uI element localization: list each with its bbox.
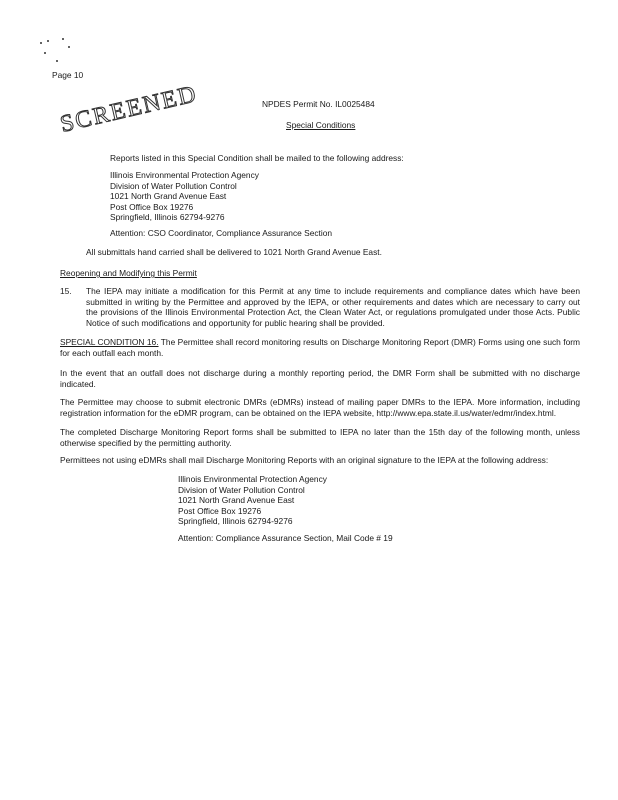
scan-speck bbox=[44, 52, 46, 54]
attention-line-2: Attention: Compliance Assurance Section, Mail Code # 19 bbox=[178, 533, 393, 543]
page-number: Page 10 bbox=[52, 70, 84, 80]
condition-15-text: The IEPA may initiate a modification for this Permit at any time to include requirements and compliance dates which have been submitted in writing by the Permittee and approved by the IEPA, or other requirements and dates which are necessary to carry out the provisions of the Illinois Environmental Protection Act, the Clean Water Act, or regulations promulgated under those Acts. Public Notice of such modifications and opportunity for public hearing shall be provided. bbox=[86, 286, 580, 328]
scan-speck bbox=[40, 42, 42, 44]
edmr-paragraph: The Permittee may choose to submit electronic DMRs (eDMRs) instead of mailing paper DMRs to the IEPA. More information, including registration information for the eDMR program, can be obtained on the IEPA website, http://www.epa.state.il.us/water/edmr/index.html. bbox=[60, 397, 580, 418]
address-line: Illinois Environmental Protection Agency bbox=[110, 170, 259, 180]
scan-speck bbox=[56, 60, 58, 62]
deadline-paragraph: The completed Discharge Monitoring Report forms shall be submitted to IEPA no later than the 15th day of the following month, unless otherwise specified by the permitting authority. bbox=[60, 427, 580, 448]
address-line: 1021 North Grand Avenue East bbox=[178, 495, 295, 505]
address-line: Division of Water Pollution Control bbox=[178, 484, 305, 495]
address-line: Post Office Box 19276 bbox=[178, 505, 262, 516]
reopening-title: Reopening and Modifying this Permit bbox=[60, 268, 197, 278]
condition-15-number: 15. bbox=[60, 286, 72, 296]
address-line: Division of Water Pollution Control bbox=[110, 180, 237, 191]
section-heading: Special Conditions bbox=[286, 120, 356, 130]
permit-number: NPDES Permit No. IL0025484 bbox=[262, 99, 375, 109]
scan-speck bbox=[47, 40, 49, 42]
address-line: Illinois Environmental Protection Agency bbox=[178, 474, 327, 484]
not-using-edmr-paragraph: Permittees not using eDMRs shall mail Discharge Monitoring Reports with an original signature to the IEPA at the following address: bbox=[60, 455, 549, 465]
attention-line-1: Attention: CSO Coordinator, Compliance Assurance Section bbox=[110, 228, 333, 238]
address-line: Springfield, Illinois 62794-9276 bbox=[110, 212, 225, 222]
condition-16-label: SPECIAL CONDITION 16. bbox=[60, 337, 159, 347]
intro-line: Reports listed in this Special Condition shall be mailed to the following address: bbox=[110, 153, 404, 163]
mailing-address-2 bbox=[178, 474, 327, 527]
condition-16-text: The Permittee shall record monitoring results on Discharge Monitoring Report (DMR) Forms using one such form for each outfall each month. bbox=[60, 337, 580, 358]
no-discharge-paragraph: In the event that an outfall does not discharge during a monthly reporting period, the DMR Form shall be submitted with no discharge indicated. bbox=[60, 368, 580, 389]
condition-16-paragraph bbox=[60, 337, 580, 358]
address-line: Post Office Box 19276 bbox=[110, 201, 194, 212]
screened-stamp: SCREENED bbox=[57, 80, 201, 138]
scan-speck bbox=[62, 38, 64, 40]
address-line: 1021 North Grand Avenue East bbox=[110, 191, 227, 201]
mailing-address-1 bbox=[110, 170, 259, 223]
scan-speck bbox=[68, 46, 70, 48]
address-line: Springfield, Illinois 62794-9276 bbox=[178, 516, 293, 526]
hand-carried-line: All submittals hand carried shall be delivered to 1021 North Grand Avenue East. bbox=[86, 247, 382, 257]
